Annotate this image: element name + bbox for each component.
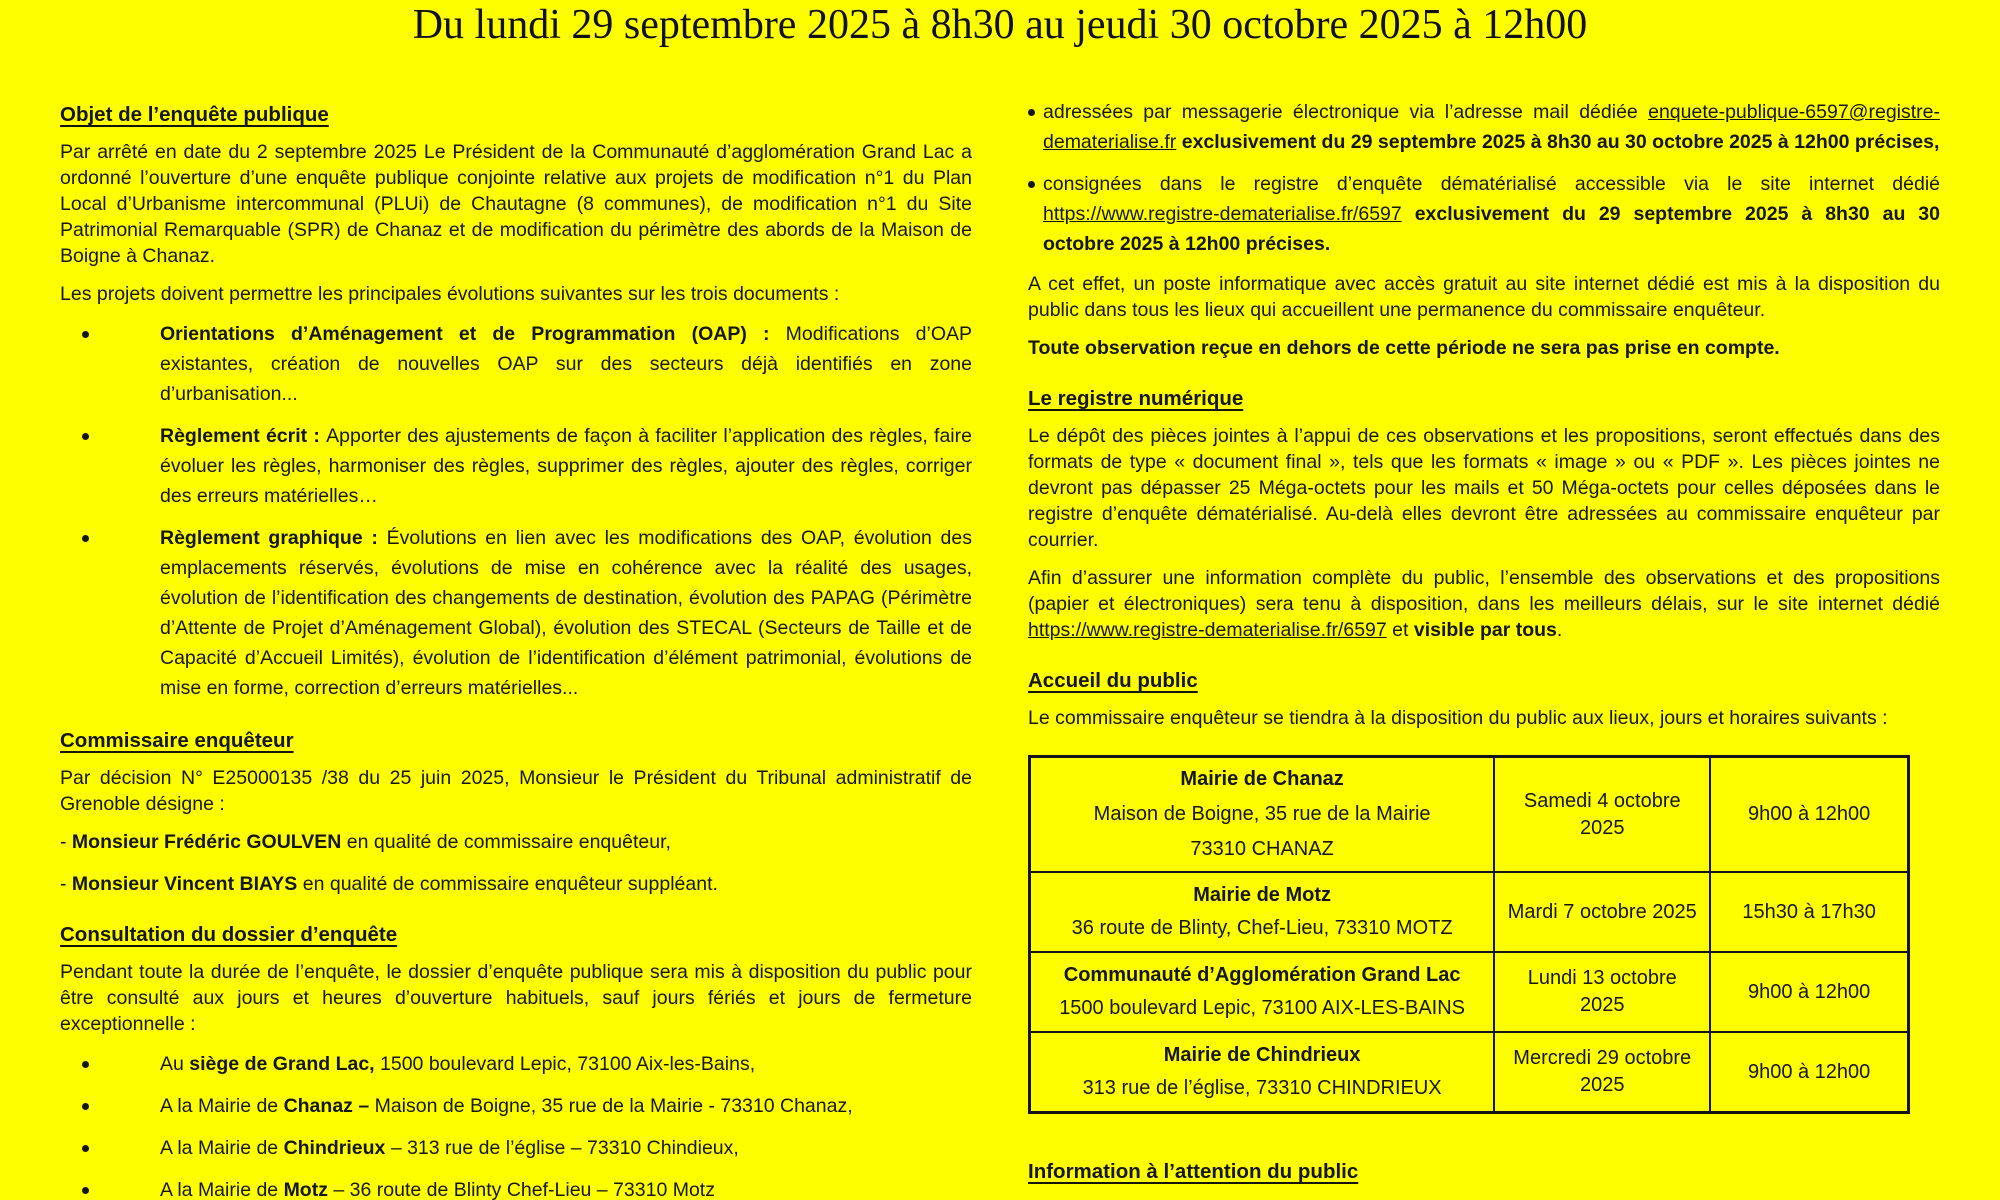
- bullet-reglement-ecrit: [60, 421, 972, 511]
- text-segment: en qualité de commissaire enquêteur,: [341, 831, 671, 853]
- text-segment: Orientations d’Aménagement et de Programmation (OAP) :: [160, 323, 786, 345]
- text-segment: Le commissaire enquêteur se tiendra à la disposition du public aux lieux, jours et horaires suivants :: [1028, 707, 1888, 729]
- text-segment: Afin d’assurer une information complète du public, l’ensemble des observations et des propositions (papier et électroniques) sera tenu à disposition, dans les meilleurs délais, sur le site internet dédié: [1028, 567, 1940, 615]
- para-information-complete: [1028, 565, 1940, 643]
- bullet-text: [1043, 173, 1940, 255]
- bullet-reglement-graphique: [60, 523, 972, 703]
- schedule-hours-cell: 9h00 à 12h00: [1710, 757, 1908, 873]
- text-segment: Au: [160, 1053, 190, 1075]
- bullet-mairie-chindrieux: [60, 1133, 972, 1163]
- bullet-icon: [82, 1103, 89, 1110]
- para-commissaire-suppleant: [60, 871, 972, 897]
- text-segment: Motz: [283, 1179, 328, 1200]
- text-segment: consignées dans le registre d’enquête dématérialisé accessible via le site internet dédié: [1043, 173, 1940, 195]
- bullet-mairie-chanaz: [60, 1091, 972, 1121]
- location-line: Maison de Boigne, 35 rue de la Mairie: [1093, 803, 1431, 825]
- section-heading-registre-numerique: Le registre numérique: [1028, 387, 1244, 410]
- text-segment: Règlement écrit :: [160, 425, 327, 447]
- notice-title: Du lundi 29 septembre 2025 à 8h30 au jeudi 30 octobre 2025 à 12h00: [412, 2, 1588, 48]
- para-decision: [60, 765, 972, 817]
- text-segment: -: [60, 873, 72, 895]
- two-column-body: [0, 97, 2000, 1200]
- schedule-hours-cell: 9h00 à 12h00: [1710, 952, 1908, 1032]
- para-arrete: [60, 139, 972, 269]
- text-segment: Le dépôt des pièces jointes à l’appui de ces observations et les propositions, seront effectués dans des formats de type « document final », tels que les formats « image » ou « PDF ». Les pièces jointes ne devront pas dépasser 25 Méga-octets pour les mails et 50 Méga-octets pour celles déposées dans le registre d’enquête dématérialisé. Au-delà elles devront être adressées au commissaire enquêteur par courrier.: [1028, 425, 1940, 551]
- text-segment: A cet effet, un poste informatique avec accès gratuit au site internet dédié est mis à la disposition du public dans tous les lieux qui accueillent une permanence du commissaire enquêteur.: [1028, 273, 1940, 321]
- bullet-text: [160, 1095, 853, 1117]
- schedule-hours-cell: 15h30 à 17h30: [1710, 872, 1908, 952]
- bullet-icon: [1028, 181, 1035, 188]
- bullet-email: [1028, 97, 1940, 157]
- text-segment: Chanaz –: [283, 1095, 370, 1117]
- text-segment: Pendant toute la durée de l’enquête, le dossier d’enquête publique sera mis à disposition du public pour être consulté aux jours et heures d’ouverture habituels, sauf jours fériés et jours de fermeture exceptionnelle :: [60, 961, 972, 1035]
- para-evolutions-intro: [60, 281, 972, 307]
- text-segment: A la Mairie de: [160, 1179, 284, 1200]
- bullet-icon: [1028, 109, 1035, 116]
- text-segment: Modifications d’OAP existantes, création de nouvelles OAP sur des secteurs déjà identifiés en zone d’urbanisation...: [160, 323, 972, 405]
- text-segment: .: [1556, 619, 1563, 641]
- bullet-icon: [82, 331, 89, 338]
- para-pieces-jointes: [1028, 423, 1940, 553]
- schedule-row: [1030, 757, 1909, 873]
- text-segment: Chindrieux: [283, 1137, 386, 1159]
- bullet-text: [160, 1179, 715, 1200]
- text-segment: A la Mairie de: [160, 1095, 284, 1117]
- bullet-icon: [82, 535, 89, 542]
- para-poste-informatique: [1028, 271, 1940, 323]
- para-observation-note: [1028, 335, 1940, 361]
- bullet-text: [1043, 101, 1940, 153]
- para-commissaire-titulaire: [60, 829, 972, 855]
- section-heading-commissaire: Commissaire enquêteur: [60, 729, 294, 752]
- bullet-registre-dematerialise: [1028, 169, 1940, 259]
- text-segment: exclusivement du 29 septembre 2025 à 8h30 au 30 octobre 2025 à 12h00 précises.: [1043, 203, 1940, 255]
- location-line: Mairie de Chindrieux: [1163, 1044, 1361, 1066]
- text-segment: Règlement graphique :: [160, 527, 387, 549]
- registre-url-link[interactable]: https://www.registre-dematerialise.fr/6597: [1028, 619, 1387, 641]
- schedule-location-cell: [1030, 872, 1495, 952]
- location-line: 36 route de Blinty, Chef-Lieu, 73310 MOTZ: [1071, 917, 1453, 939]
- text-segment: exclusivement du 29 septembre 2025 à 8h30 au 30 octobre 2025 à 12h00 précises,: [1181, 131, 1940, 153]
- text-segment: siège de Grand Lac,: [189, 1053, 375, 1075]
- schedule-date-cell: Mercredi 29 octobre 2025: [1494, 1032, 1710, 1113]
- text-segment: [1402, 203, 1415, 225]
- bullet-icon: [82, 433, 89, 440]
- section-heading-accueil-public: Accueil du public: [1028, 669, 1198, 692]
- schedule-row: [1030, 1032, 1909, 1113]
- text-segment: en qualité de commissaire enquêteur suppléant.: [297, 873, 718, 895]
- text-segment: et: [1386, 619, 1414, 641]
- text-segment: Monsieur Frédéric GOULVEN: [71, 831, 342, 853]
- bullet-text: [160, 527, 972, 699]
- schedule-location-cell: [1030, 757, 1495, 873]
- left-column: [60, 97, 972, 1200]
- location-line: 1500 boulevard Lepic, 73100 AIX-LES-BAINS: [1059, 997, 1466, 1019]
- schedule-location-cell: [1030, 1032, 1495, 1113]
- schedule-date-cell: Samedi 4 octobre 2025: [1494, 757, 1710, 873]
- bullet-text: [160, 425, 972, 507]
- bullet-icon: [82, 1145, 89, 1152]
- location-line: 73310 CHANAZ: [1190, 838, 1334, 860]
- text-segment: Par décision N° E25000135 /38 du 25 juin 2025, Monsieur le Président du Tribunal administratif de Grenoble désigne :: [60, 767, 972, 815]
- schedule-location-cell: [1030, 952, 1495, 1032]
- location-line: 313 rue de l’église, 73310 CHINDRIEUX: [1082, 1077, 1442, 1099]
- schedule-table: [1028, 755, 1910, 1114]
- schedule-row: [1030, 872, 1909, 952]
- text-segment: Toute observation reçue en dehors de cette période ne sera pas prise en compte.: [1028, 337, 1780, 359]
- bullet-icon: [82, 1061, 89, 1068]
- text-segment: Les projets doivent permettre les principales évolutions suivantes sur les trois documents :: [60, 283, 840, 305]
- right-column: [1028, 97, 1940, 1200]
- bullet-mairie-motz: [60, 1175, 972, 1200]
- email-link[interactable]: enquete-publique-6597@registre-dematerialise.fr: [1043, 101, 1940, 153]
- text-segment: 1500 boulevard Lepic, 73100 Aix-les-Bains,: [374, 1053, 756, 1075]
- section-heading-objet: Objet de l’enquête publique: [60, 103, 329, 126]
- text-segment: Maison de Boigne, 35 rue de la Mairie - 73310 Chanaz,: [369, 1095, 853, 1117]
- location-line: Mairie de Chanaz: [1180, 768, 1344, 790]
- bullet-oap: [60, 319, 972, 409]
- text-segment: Par arrêté en date du 2 septembre 2025 Le Président de la Communauté d’agglomération Grand Lac a ordonné l’ouverture d’une enquête publique conjointe relative aux projets de modification n°1 du Plan Local d’Urbanisme intercommunal (PLUi) de Chautagne (8 communes), de modification n°1 du Site Patrimonial Remarquable (SPR) de Chanaz et de modification du périmètre des abords de la Maison de Boigne à Chanaz.: [60, 141, 972, 267]
- text-segment: Monsieur Vincent BIAYS: [71, 873, 298, 895]
- schedule-date-cell: Lundi 13 octobre 2025: [1494, 952, 1710, 1032]
- text-segment: Apporter des ajustements de façon à faciliter l’application des règles, faire évoluer les règles, harmoniser des règles, supprimer des règles, ajouter des règles, corriger des erreurs matérielles…: [160, 425, 972, 507]
- section-heading-clipped: Information à l’attention du public: [1028, 1160, 1359, 1183]
- bullet-text: [160, 1053, 755, 1075]
- section-heading-consultation: Consultation du dossier d’enquête: [60, 923, 398, 946]
- location-line: Mairie de Motz: [1193, 884, 1331, 906]
- para-accueil-intro: [1028, 705, 1940, 731]
- bullet-icon: [82, 1187, 89, 1194]
- location-line: Communauté d’Agglomération Grand Lac: [1063, 964, 1461, 986]
- text-segment: visible par tous: [1413, 619, 1557, 641]
- bullet-text: [160, 1137, 739, 1159]
- schedule-hours-cell: 9h00 à 12h00: [1710, 1032, 1908, 1113]
- schedule-row: [1030, 952, 1909, 1032]
- text-segment: Évolutions en lien avec les modifications des OAP, évolution des emplacements réservés, évolutions de mise en cohérence avec la réalité des usages, évolution de l’identification des changements de destination, évolution des PAPAG (Périmètre d’Attente de Projet d’Aménagement Global), évolution des STECAL (Secteurs de Taille et de Capacité d’Accueil Limités), évolution de l’identification d’élément patrimonial, évolutions de mise en forme, correction d’erreurs matérielles...: [160, 527, 972, 699]
- para-consultation-intro: [60, 959, 972, 1037]
- bullet-siege-grand-lac: [60, 1049, 972, 1079]
- text-segment: – 36 route de Blinty Chef-Lieu – 73310 Motz: [327, 1179, 715, 1200]
- registre-url-link[interactable]: https://www.registre-dematerialise.fr/6597: [1043, 203, 1402, 225]
- text-segment: – 313 rue de l’église – 73310 Chindieux,: [385, 1137, 739, 1159]
- text-segment: adressées par messagerie électronique via l’adresse mail dédiée: [1043, 101, 1649, 123]
- text-segment: A la Mairie de: [160, 1137, 284, 1159]
- text-segment: -: [60, 831, 72, 853]
- bullet-text: [160, 323, 972, 405]
- schedule-date-cell: Mardi 7 octobre 2025: [1494, 872, 1710, 952]
